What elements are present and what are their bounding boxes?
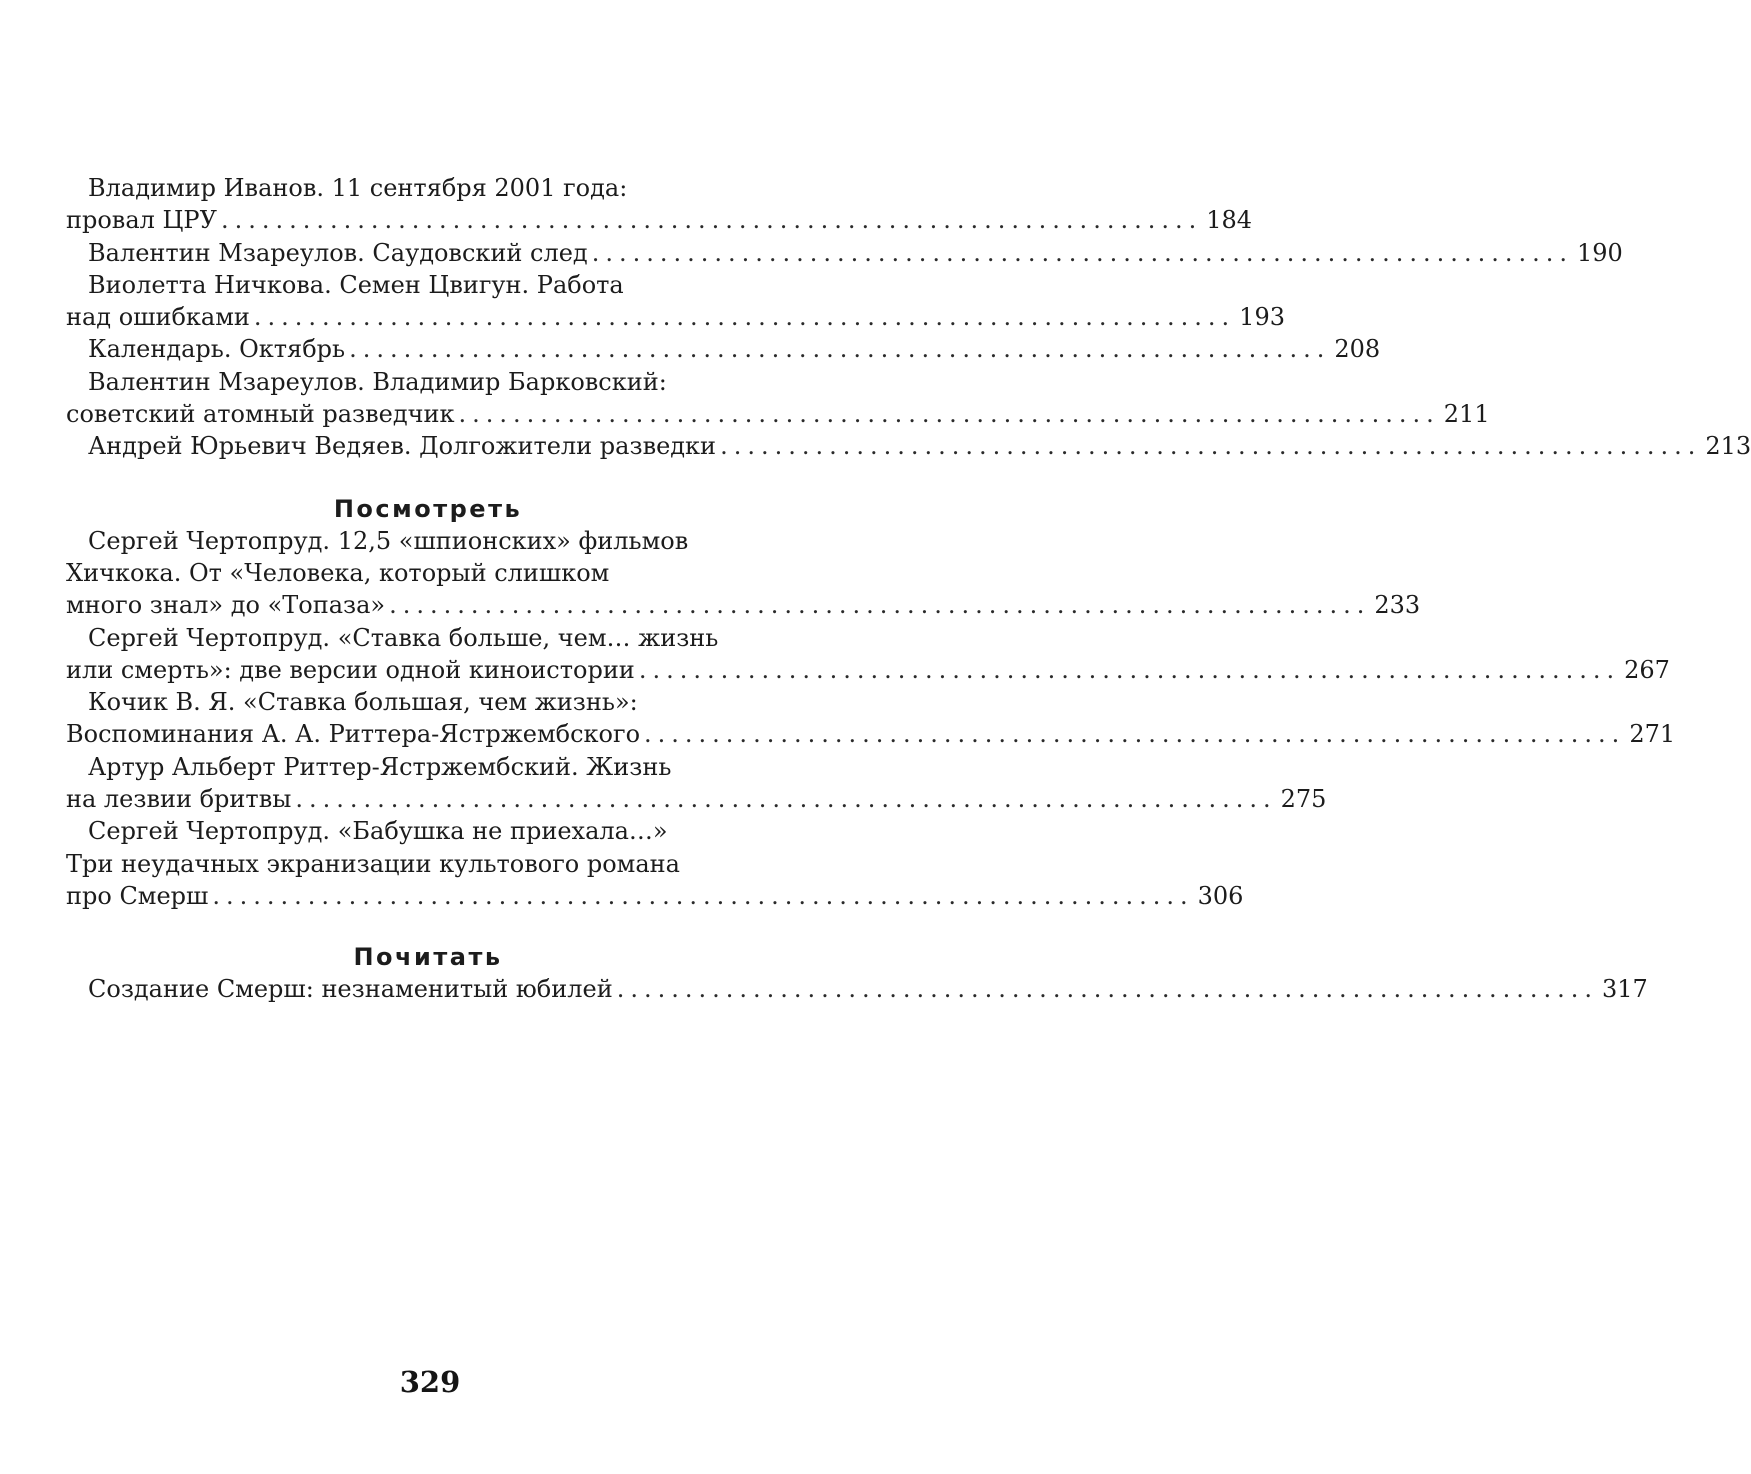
toc-entry	[66, 237, 1623, 269]
entry-line: над ошибками	[66, 303, 250, 332]
table-of-contents	[66, 172, 1751, 1006]
dot-leader: ........................................................................	[389, 591, 1371, 620]
toc-entry	[66, 430, 1751, 462]
entry-line: много знал» до «Топаза»	[66, 591, 386, 620]
dot-leader: ........................................................................	[616, 975, 1598, 1004]
entry-page-number: 271	[1629, 720, 1676, 749]
toc-entry	[66, 333, 1381, 365]
entry-line: Три неудачных экранизации культового романа	[66, 849, 680, 878]
entry-last-line	[66, 430, 1751, 462]
entry-line: Календарь. Октябрь	[88, 335, 346, 364]
entry-line: Сергей Чертопруд. «Ставка больше, чем… жизнь	[88, 623, 719, 652]
entry-page-number: 193	[1239, 303, 1285, 332]
entry-last-line	[66, 301, 1285, 333]
toc-entry	[66, 525, 1421, 622]
dot-leader: ........................................................................	[220, 206, 1203, 235]
entry-line: на лезвии бритвы	[66, 785, 292, 814]
toc-entry	[66, 751, 1327, 816]
section-heading: Почитать	[353, 943, 503, 972]
entry-last-line	[66, 783, 1327, 815]
entry-page-number: 184	[1206, 206, 1253, 235]
entry-page-number: 190	[1576, 238, 1623, 267]
toc-section-watch	[66, 493, 1676, 913]
entry-line: Хичкока. От «Человека, который слишком	[66, 558, 610, 587]
entry-last-line	[66, 204, 1253, 236]
dot-leader: ........................................................................	[638, 655, 1621, 684]
entry-line: Сергей Чертопруд. 12,5 «шпионских» фильмов	[88, 526, 689, 555]
toc-section-main	[66, 172, 1751, 463]
entry-line: или смерть»: две версии одной киноистории	[66, 655, 635, 684]
entry-line: Сергей Чертопруд. «Бабушка не приехала…»	[88, 817, 668, 846]
entry-page-number: 208	[1334, 335, 1381, 364]
entry-page-number: 267	[1624, 655, 1670, 684]
dot-leader: ........................................................................	[253, 303, 1236, 332]
entry-page-number: 306	[1197, 881, 1244, 910]
dot-leader: ........................................................................	[720, 432, 1702, 461]
entry-last-line	[66, 718, 1676, 750]
entry-line: Кочик В. Я. «Ставка большая, чем жизнь»:	[88, 688, 638, 717]
toc-entry	[66, 366, 1490, 431]
toc-section-read	[66, 941, 1648, 1005]
toc-entry	[66, 622, 1670, 687]
entry-last-line	[66, 237, 1623, 269]
dot-leader: ........................................................................	[458, 400, 1440, 429]
entry-line: советский атомный разведчик	[66, 400, 455, 429]
entry-line: Владимир Иванов. 11 сентября 2001 года:	[88, 174, 628, 202]
dot-leader: ........................................................................	[591, 238, 1573, 267]
dot-leader: ........................................................................	[644, 720, 1626, 749]
dot-leader: ........................................................................	[295, 785, 1277, 814]
dot-leader: ........................................................................	[212, 881, 1194, 910]
entry-line: Создание Смерш: незнаменитый юбилей	[88, 975, 613, 1004]
toc-entry	[66, 973, 1648, 1005]
entry-line: Воспоминания А. А. Риттера-Ястржембского	[66, 720, 641, 749]
dot-leader: ........................................................................	[349, 335, 1331, 364]
entry-last-line	[66, 654, 1670, 686]
section-heading: Посмотреть	[333, 494, 523, 523]
entry-page-number: 275	[1280, 785, 1327, 814]
page-number: 329	[399, 1365, 461, 1399]
entry-line: Андрей Юрьевич Ведяев. Долгожители разведки	[88, 432, 717, 461]
entry-page-number: 317	[1601, 975, 1648, 1004]
entry-page-number: 233	[1374, 591, 1421, 620]
entry-line: Валентин Мзареулов. Владимир Барковский:	[88, 367, 667, 396]
entry-line: Артур Альберт Риттер-Ястржембский. Жизнь	[88, 752, 672, 781]
entry-line: провал ЦРУ	[66, 206, 217, 235]
entry-page-number: 211	[1443, 400, 1490, 429]
entry-last-line	[66, 973, 1648, 1005]
entry-last-line	[66, 880, 1244, 912]
toc-entry	[66, 815, 1244, 912]
entry-line: Валентин Мзареулов. Саудовский след	[88, 238, 588, 267]
toc-entry	[66, 686, 1676, 751]
entry-line: про Смерш	[66, 881, 209, 910]
toc-entry	[66, 172, 1253, 237]
entry-page-number: 213	[1705, 432, 1751, 461]
entry-last-line	[66, 333, 1381, 365]
entry-line: Виолетта Ничкова. Семен Цвигун. Работа	[88, 270, 624, 299]
toc-entry	[66, 269, 1285, 334]
entry-last-line	[66, 589, 1421, 621]
entry-last-line	[66, 398, 1490, 430]
